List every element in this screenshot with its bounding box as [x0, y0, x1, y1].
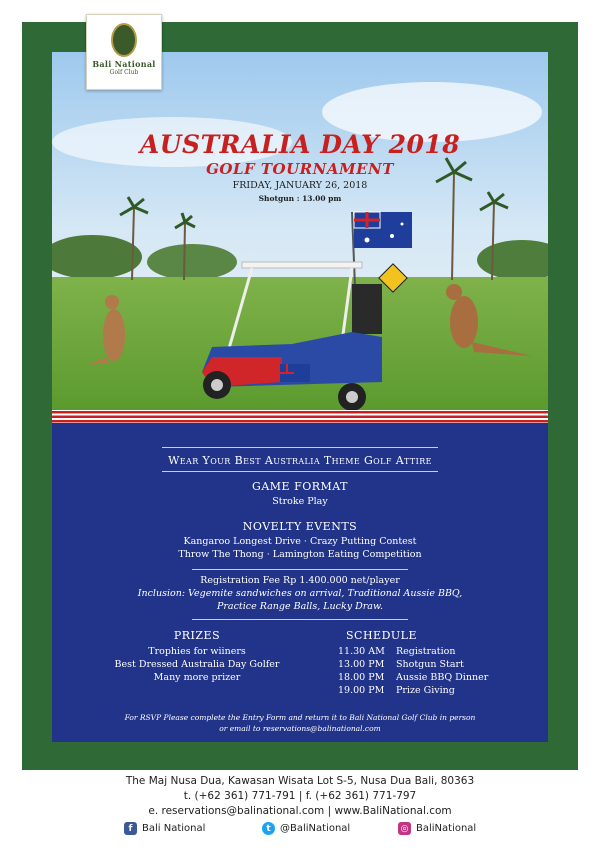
rsvp-note: [52, 712, 548, 734]
rsvp-line-1: Please complete the Entry Form and return it to Bali National Golf Club in person: [163, 713, 476, 722]
schedule-row: [338, 684, 508, 697]
shotgun-time: Shotgun : 13.00 pm: [258, 194, 342, 203]
divider: [162, 447, 438, 448]
dress-code: Wear Your Best Australia Theme Golf Attire: [168, 454, 432, 467]
prize-item: Many more prizer: [153, 672, 241, 683]
rsvp-line-2: or email to reservations@balinational.com: [219, 724, 381, 733]
inclusion-line-2: Practice Range Balls, Lucky Draw.: [217, 601, 383, 612]
event-title-block: [52, 130, 548, 203]
novelty-heading: NOVELTY EVENTS: [242, 520, 358, 533]
schedule-time: 19.00 PM: [338, 685, 385, 696]
facebook-icon: f: [124, 822, 137, 835]
instagram-handle: BaliNational: [416, 823, 477, 834]
rsvp-prefix: For RSVP: [124, 713, 162, 722]
logo-name: Bali National: [92, 59, 156, 69]
schedule-row: [338, 658, 508, 671]
schedule-item: Registration: [396, 646, 456, 657]
twitter-icon: t: [262, 822, 275, 835]
instagram-link[interactable]: [398, 822, 476, 835]
schedule-column: [338, 629, 508, 697]
novelty-line-1: Kangaroo Longest Drive · Crazy Putting Contest: [183, 536, 417, 547]
golf-course-photo: [52, 52, 548, 412]
golfer-emblem-icon: [111, 23, 137, 57]
schedule-time: 11.30 AM: [338, 646, 385, 657]
prize-item: Trophies for wiiners: [148, 646, 246, 657]
twitter-handle: @BaliNational: [280, 823, 351, 834]
game-format-heading: GAME FORMAT: [252, 480, 348, 493]
instagram-icon: ◎: [398, 822, 411, 835]
schedule-item: Shotgun Start: [396, 659, 464, 670]
schedule-time: 18.00 PM: [338, 672, 385, 683]
event-date: FRIDAY, JANUARY 26, 2018: [232, 180, 368, 191]
address: The Maj Nusa Dua, Kawasan Wisata Lot S-5, Nusa Dua Bali, 80363: [125, 775, 475, 787]
divider: [192, 619, 408, 620]
twitter-link[interactable]: [262, 822, 350, 835]
novelty-line-2: Throw The Thong · Lamington Eating Competition: [178, 549, 422, 560]
contact-footer: [0, 774, 600, 819]
info-panel: [52, 423, 548, 742]
registration-fee: Registration Fee Rp 1.400.000 net/player: [200, 575, 400, 586]
schedule-item: Aussie BBQ Dinner: [396, 672, 489, 683]
divider: [192, 569, 408, 570]
prize-item: Best Dressed Australia Day Golfer: [114, 659, 280, 670]
bali-national-logo: [86, 14, 162, 90]
divider: [162, 471, 438, 472]
game-format-value: Stroke Play: [272, 496, 328, 507]
schedule-time: 13.00 PM: [338, 659, 385, 670]
phone-fax: t. (+62 361) 771-791 | f. (+62 361) 771-797: [183, 790, 417, 802]
event-subtitle: GOLF TOURNAMENT: [206, 160, 394, 178]
prizes-heading: PRIZES: [173, 629, 221, 642]
email-website[interactable]: e. reservations@balinational.com | www.BaliNational.com: [148, 805, 452, 817]
logo-subname: Golf Club: [109, 69, 139, 76]
red-white-stripes: [52, 410, 548, 424]
schedule-item: Prize Giving: [396, 685, 455, 696]
prizes-column: [102, 629, 292, 684]
schedule-row: [338, 671, 508, 684]
event-title: AUSTRALIA DAY 2018: [139, 130, 461, 159]
facebook-handle: Bali National: [142, 823, 206, 834]
schedule-heading: SCHEDULE: [346, 629, 417, 642]
inclusion-line-1: Inclusion: Vegemite sandwiches on arrival, Traditional Aussie BBQ,: [137, 588, 463, 599]
schedule-row: [338, 645, 508, 658]
facebook-link[interactable]: [124, 822, 205, 835]
